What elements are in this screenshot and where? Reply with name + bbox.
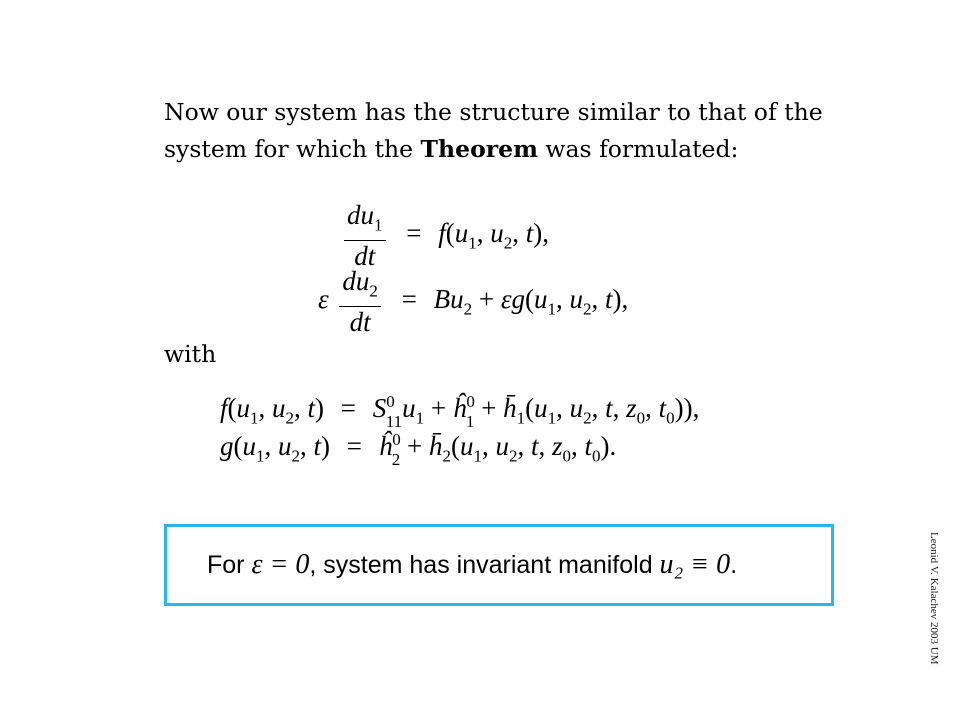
theorem-word: Theorem: [420, 135, 538, 163]
intro-paragraph: [164, 94, 844, 168]
equation-g: $g(u_1$, $u_2$, $t) = ĥ^0_2$ + $h̄_2(u_1$, $u_2$, t, $z_0$, $t_0$).: [220, 430, 617, 470]
fraction-du2-dt: $\frac{du_2}{dt}$: [339, 266, 381, 337]
callout-math-epsilon: ε = 0: [251, 549, 310, 580]
callout-text-middle: , system has invariant manifold: [309, 551, 660, 579]
equation-f: $f(u_1$, $u_2$, $t) = S^0_{11}u_1$ + $ĥ^0_1$ + $h̄_1(u_1$, $u_2$, t, $z_0$, $t_0$)),: [220, 392, 700, 432]
author-footer: Leonid V. Kalachev 2003 UM: [928, 532, 940, 665]
equation-2: ε $\frac{du_2}{dt}$ = $Bu_2 + \varepsilon g(u_1$, $u_2$, t),: [318, 266, 629, 338]
fraction-du1-dt: $\frac{du_1}{dt}$: [344, 200, 386, 271]
callout-text: [207, 549, 737, 581]
intro-text-before: Now our system has the structure similar to that of the system for which the: [164, 98, 823, 163]
callout-math-manifold: u₂ ≡ 0: [659, 549, 731, 580]
intro-text-after: was formulated:: [537, 135, 739, 163]
equation-1: $\frac{du_1}{dt}$ = $f(u_1$, $u_2$, t),: [340, 200, 549, 271]
callout-text-after: .: [730, 551, 738, 579]
callout-text-before: For: [207, 551, 252, 579]
callout-box: [164, 524, 834, 606]
with-label: with: [164, 340, 217, 368]
